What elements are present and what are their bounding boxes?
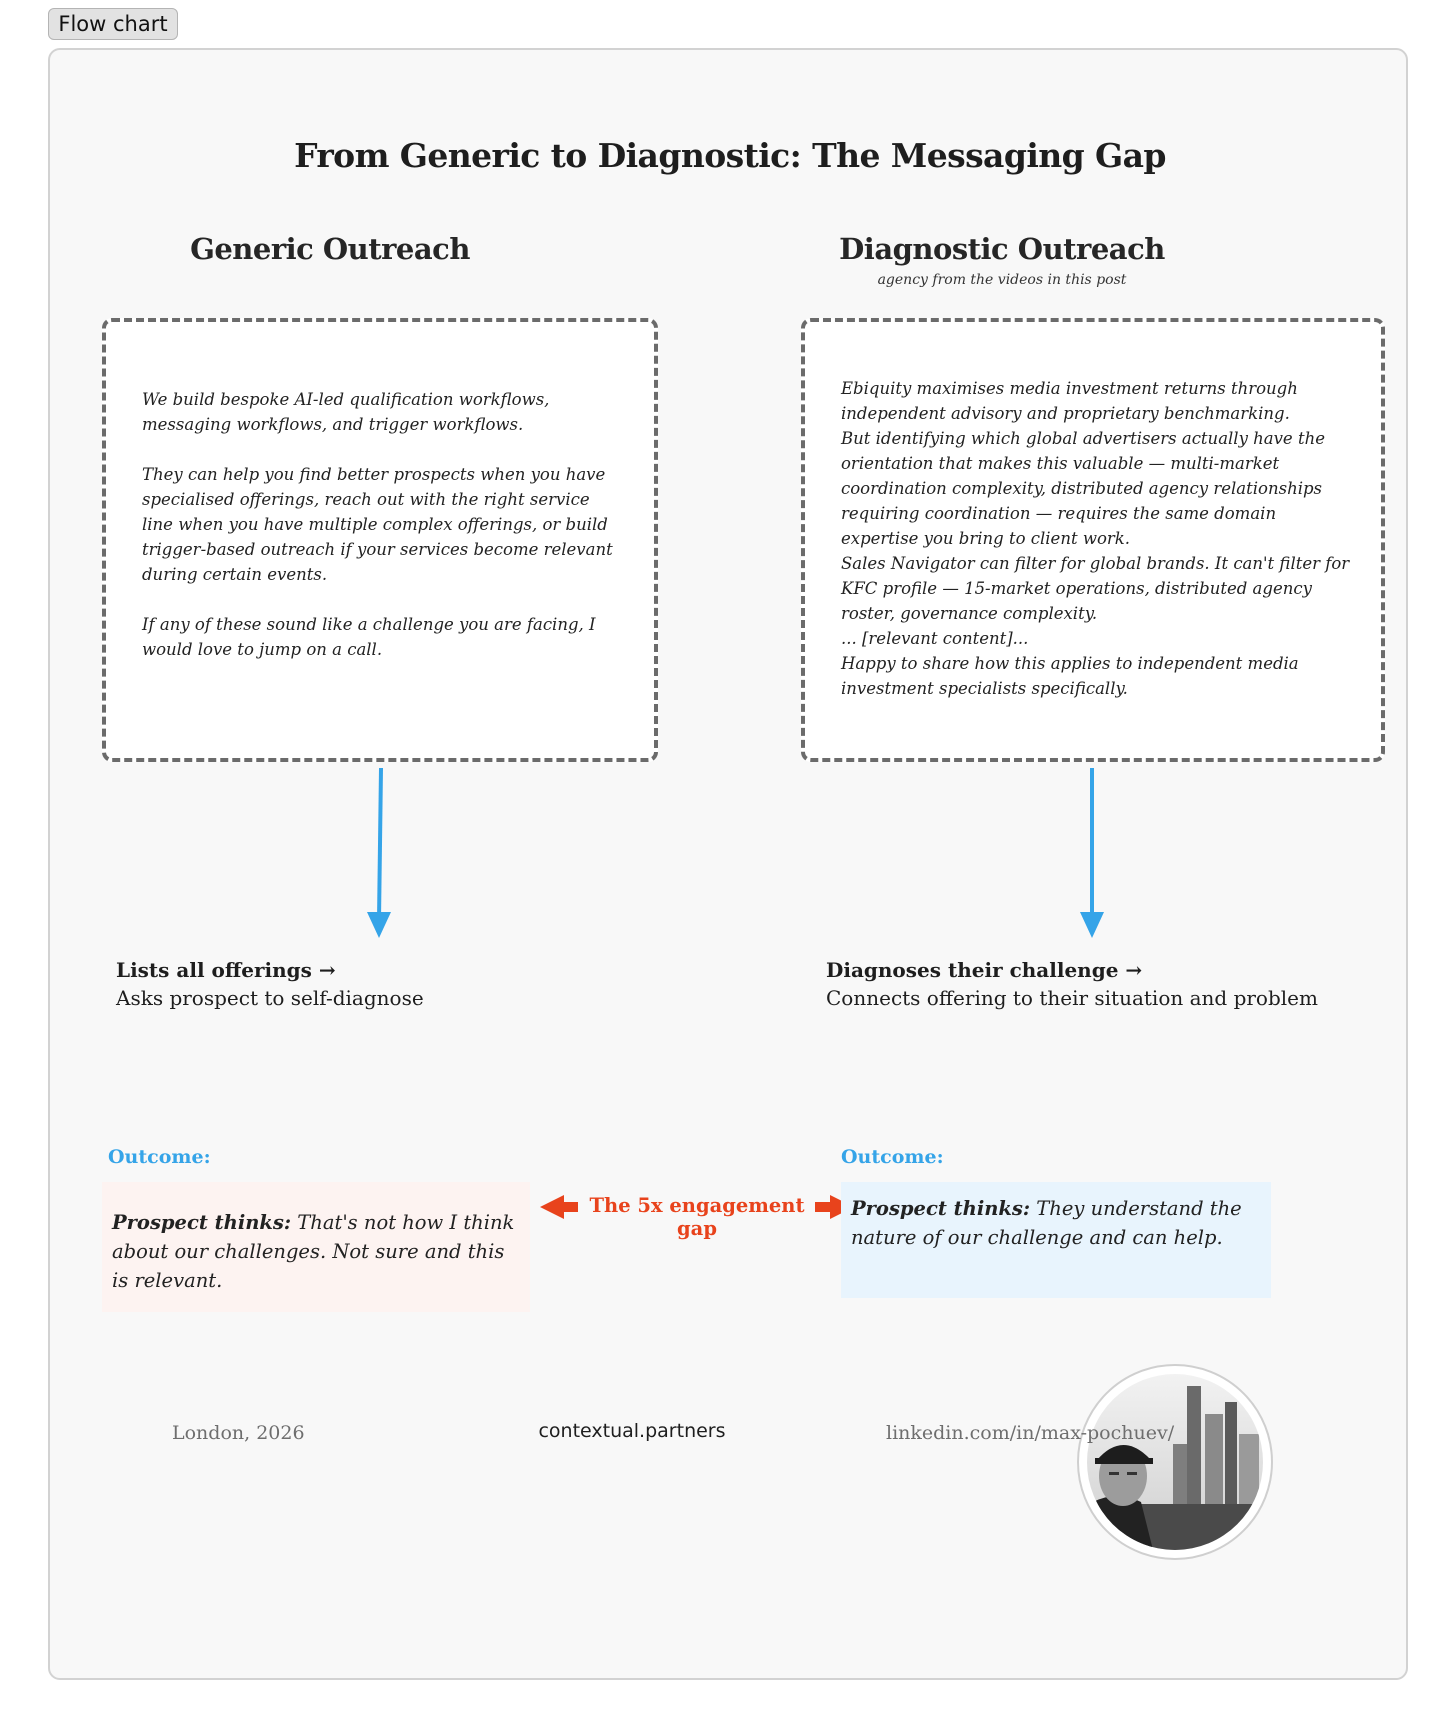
diagnostic-message-paragraph: But identifying which global advertisers actually have the orientation that makes this valuable — multi-market coordination complexity, distributed agency relationships requiring coordination — requires the same domain expertise you bring to client work. [841,429,1325,548]
flow-chart-tab[interactable]: Flow chart [48,8,178,40]
generic-message-paragraph: They can help you find better prospects when you have specialised offerings, reach out with the right service line when you have multiple complex offerings, or build trigger-based outreach if your services become relevant during certain events. [142,465,613,584]
diagnostic-outcome-text: They understand the nature of our challenge and can help. [851,1197,1242,1249]
diagnostic-step-text: Connects offering to their situation and problem [826,986,1318,1010]
diagnostic-message-paragraph: Sales Navigator can filter for global brands. It can't filter for KFC profile — 15-market operations, distributed agency roster, governance complexity. [841,554,1350,623]
generic-step-title: Lists all offerings → [116,958,336,982]
diagnostic-message-paragraph: ... [relevant content]... [841,629,1029,648]
right-down-arrow [1080,768,1104,938]
left-down-arrow [367,768,391,938]
diagnostic-message-paragraph: Ebiquity maximises media investment returns through independent advisory and proprietary benchmarking. [841,379,1298,423]
generic-message-paragraph: We build bespoke AI-led qualification workflows, messaging workflows, and trigger workflows. [142,390,550,434]
diagnostic-message-paragraph: Happy to share how this applies to independent media investment specialists specifically. [841,654,1299,698]
diagnostic-step-title: Diagnoses their challenge → [826,958,1143,982]
avatar-photo [1087,1374,1263,1550]
diagnostic-outreach-heading: Diagnostic Outreach [839,232,1165,266]
generic-outcome-box [102,1182,530,1312]
engagement-gap-label: The 5x engagement gap [589,1194,805,1240]
generic-message-paragraph: If any of these sound like a challenge you are facing, I would love to jump on a call. [142,615,596,659]
diagnostic-outcome-box [841,1182,1271,1298]
page-title: From Generic to Diagnostic: The Messaging Gap [294,136,1166,175]
generic-outcome-text: That's not how I think about our challenges. Not sure and this is relevant. [112,1211,515,1292]
footer-location: London, 2026 [172,1422,305,1444]
footer-linkedin-link[interactable]: linkedin.com/in/max-pochuev/ [886,1422,1175,1444]
avatar [1077,1364,1273,1560]
diagnostic-outcome-label: Outcome: [841,1146,944,1168]
diagnostic-outcome-lead: Prospect thinks: [851,1197,1031,1220]
generic-step-text: Asks prospect to self-diagnose [116,986,424,1010]
generic-outcome-lead: Prospect thinks: [112,1211,292,1234]
generic-step [116,958,636,1010]
diagnostic-step [826,958,1386,1010]
generic-outcome-label: Outcome: [108,1146,211,1168]
footer-website-link[interactable]: contextual.partners [538,1420,726,1442]
diagram-panel [48,48,1408,1680]
generic-outreach-heading: Generic Outreach [190,232,470,266]
diagnostic-outreach-subheading: agency from the videos in this post [877,272,1127,288]
